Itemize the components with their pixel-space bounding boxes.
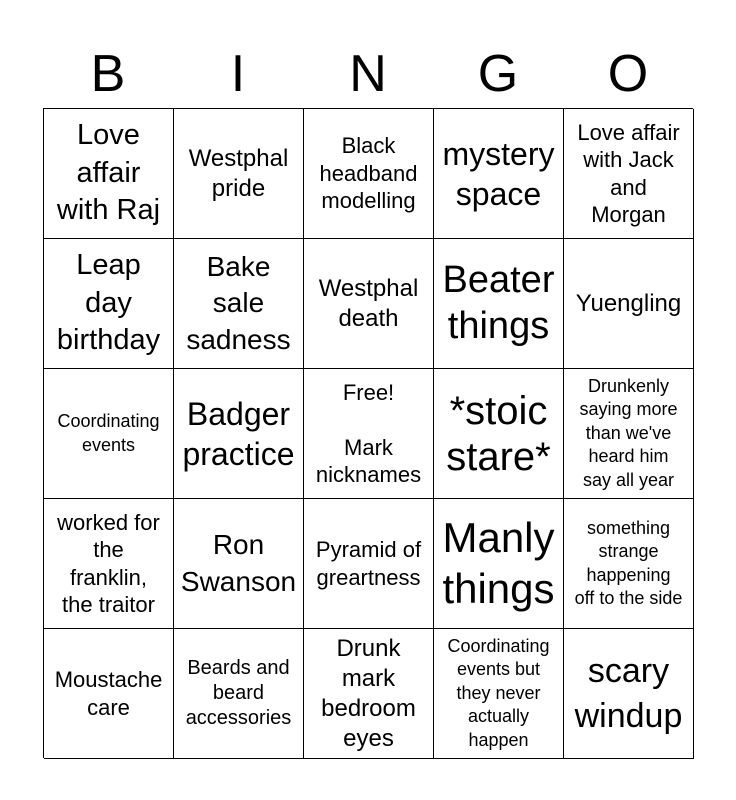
bingo-cell[interactable] [564, 369, 694, 499]
bingo-cell-text: Beards and beard accessories [185, 657, 292, 729]
bingo-cell[interactable] [44, 629, 174, 759]
bingo-cell-text: Drunkenly saying more than we've heard him say all year [579, 376, 678, 490]
bingo-cell[interactable] [304, 629, 434, 759]
bingo-cell[interactable] [44, 109, 174, 239]
bingo-cell-text: scary windup [574, 652, 683, 735]
bingo-cell[interactable] [44, 499, 174, 629]
bingo-cell[interactable] [434, 499, 564, 629]
bingo-cell[interactable] [564, 109, 694, 239]
bingo-cell[interactable] [434, 369, 564, 499]
free-space-text: Free! Mark nicknames [315, 379, 422, 487]
free-space-cell[interactable] [304, 369, 434, 499]
bingo-cell-text: Coordinating events but they never actually happen [447, 636, 550, 750]
header-letter-g: G [477, 45, 519, 103]
bingo-cell[interactable] [304, 109, 434, 239]
bingo-cell-text: worked for the franklin, the traitor [57, 509, 160, 617]
bingo-cell-text: Badger practice [182, 395, 295, 472]
bingo-cell[interactable] [44, 369, 174, 499]
bingo-cell[interactable] [304, 499, 434, 629]
bingo-cell-text: Ron Swanson [180, 529, 297, 597]
bingo-cell[interactable] [174, 629, 304, 759]
header-letter-b: B [90, 45, 126, 103]
bingo-header [43, 40, 693, 108]
bingo-cell-text: something strange happening off to the side [574, 517, 683, 608]
bingo-cell-text: Pyramid of greartness [315, 537, 422, 590]
bingo-cell[interactable] [174, 109, 304, 239]
bingo-cell-text: Beater things [442, 258, 555, 347]
bingo-cell-text: Black headband modelling [319, 133, 418, 214]
bingo-cell[interactable] [434, 109, 564, 239]
bingo-cell-text: Love affair with Raj [56, 118, 161, 227]
bingo-cell-text: Coordinating events [57, 411, 160, 455]
bingo-cell[interactable] [304, 239, 434, 369]
bingo-board [43, 108, 693, 758]
bingo-cell-text: Leap day birthday [56, 248, 161, 357]
bingo-cell-text: Moustache care [54, 667, 163, 720]
bingo-cell[interactable] [174, 239, 304, 369]
bingo-cell[interactable] [434, 239, 564, 369]
bingo-cell-text: Bake sale sadness [186, 250, 291, 355]
bingo-cell-text: Westphal pride [188, 144, 289, 202]
bingo-cell[interactable] [564, 239, 694, 369]
bingo-cell-text: Manly things [442, 514, 555, 612]
bingo-cell-text: Drunk mark bedroom eyes [321, 634, 416, 752]
bingo-cell[interactable] [174, 499, 304, 629]
bingo-cell[interactable] [564, 499, 694, 629]
bingo-cell-text: Yuengling [575, 289, 682, 317]
bingo-cell[interactable] [434, 629, 564, 759]
bingo-cell[interactable] [174, 369, 304, 499]
bingo-cell-text: Love affair with Jack and Morgan [577, 119, 680, 227]
header-letter-n: N [349, 45, 387, 103]
bingo-cell-text: *stoic stare* [446, 388, 551, 479]
bingo-cell[interactable] [44, 239, 174, 369]
bingo-cell-text: Westphal death [318, 274, 419, 332]
header-letter-i: I [230, 45, 246, 103]
bingo-cell-text: mystery space [442, 135, 555, 212]
bingo-cell[interactable] [564, 629, 694, 759]
header-letter-o: O [607, 45, 649, 103]
